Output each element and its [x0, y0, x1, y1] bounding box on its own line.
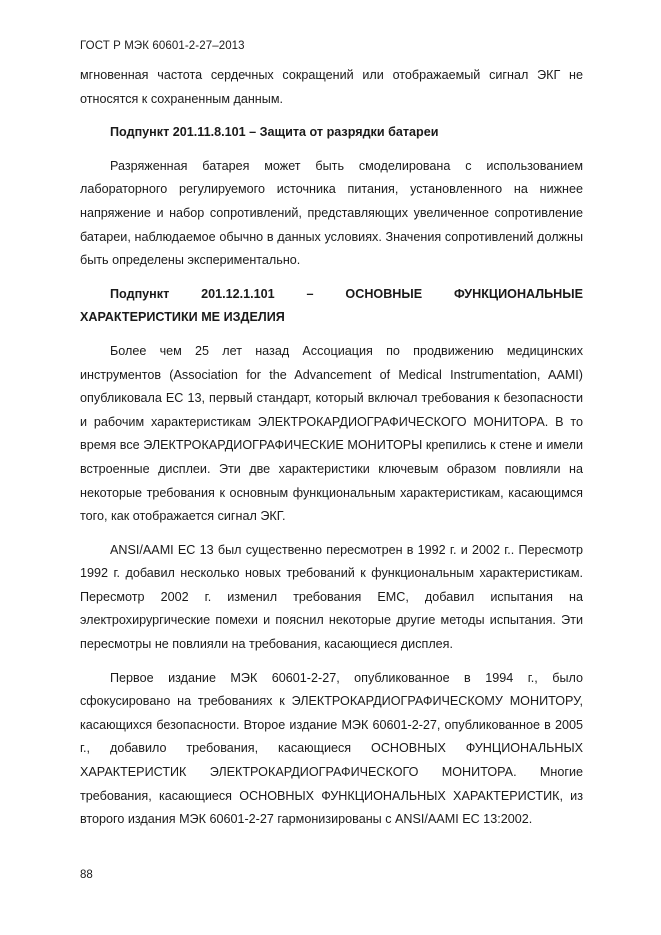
paragraph-ec13-revisions: ANSI/AAMI EC 13 был существенно пересмотрен в 1992 г. и 2002 г.. Пересмотр 1992 г. добавил несколько новых требований к функциональным характеристикам. Пересмотр 2002 г. изменил требования EMC, добавил испытания на электрохирургические помехи и пояснил некоторые другие методы испытания. Эти пересмотры не повлияли на требования, касающиеся дисплея. — [80, 542, 583, 652]
paragraph-aami-history: Более чем 25 лет назад Ассоциация по продвижению медицинских инструментов (Association for the Advancement of Medical Instrumentation, AAMI) опубликовала EC 13, первый стандарт, который включал требования к безопасности и рабочим характеристикам ЭЛЕКТРОКАРДИОГРАФИЧЕСКОГО МОНИТОРА. В то время все ЭЛЕКТРОКАРДИОГРАФИЧЕСКИЕ МОНИТОРЫ крепились к стене и имели встроенные дисплеи. Эти две характеристики ключевым образом повлияли на некоторые требования к основным функциональным характеристикам, касающимся того, как отображается сигнал ЭКГ. — [80, 343, 583, 524]
paragraph-battery-discharge: Разряженная батарея может быть смоделирована с использованием лабораторного регулируемого источника питания, установленного на нижнее напряжение и набор сопротивлений, представляющих увеличенное сопротивление батареи, наблюдаемое обычно в данных условиях. Значения сопротивлений должны быть определены экспериментально. — [80, 158, 583, 268]
subclause-heading-battery: Подпункт 201.11.8.101 – Защита от разрядки батареи — [110, 125, 439, 140]
continued-paragraph: мгновенная частота сердечных сокращений или отображаемый сигнал ЭКГ не относятся к сохраненным данным. — [80, 68, 583, 106]
subclause-heading-essential-performance: Подпункт 201.12.1.101 – ОСНОВНЫЕ ФУНКЦИОНАЛЬНЫЕ ХАРАКТЕРИСТИКИ МЕ ИЗДЕЛИЯ — [80, 286, 583, 325]
document-header: ГОСТ Р МЭК 60601-2-27–2013 — [80, 40, 245, 52]
paragraph-iec-editions: Первое издание МЭК 60601-2-27, опубликованное в 1994 г., было сфокусировано на требованиях к ЭЛЕКТРОКАРДИОГРАФИЧЕСКОМУ МОНИТОРУ, касающихся безопасности. Второе издание МЭК 60601-2-27, опубликованное в 2005 г., добавило требования, касающиеся ОСНОВНЫХ ФУНЦИОНАЛЬНЫХ ХАРАКТЕРИСТИК ЭЛЕКТРОКАРДИОГРАФИЧЕСКОГО МОНИТОРА. Многие требования, касающиеся ОСНОВНЫХ ФУНКЦИОНАЛЬНЫХ ХАРАКТЕРИСТИК, из второго издания МЭК 60601-2-27 гармонизированы с ANSI/AAMI EC 13:2002. — [80, 670, 583, 827]
page-number: 88 — [80, 869, 93, 881]
page-body — [80, 64, 583, 832]
